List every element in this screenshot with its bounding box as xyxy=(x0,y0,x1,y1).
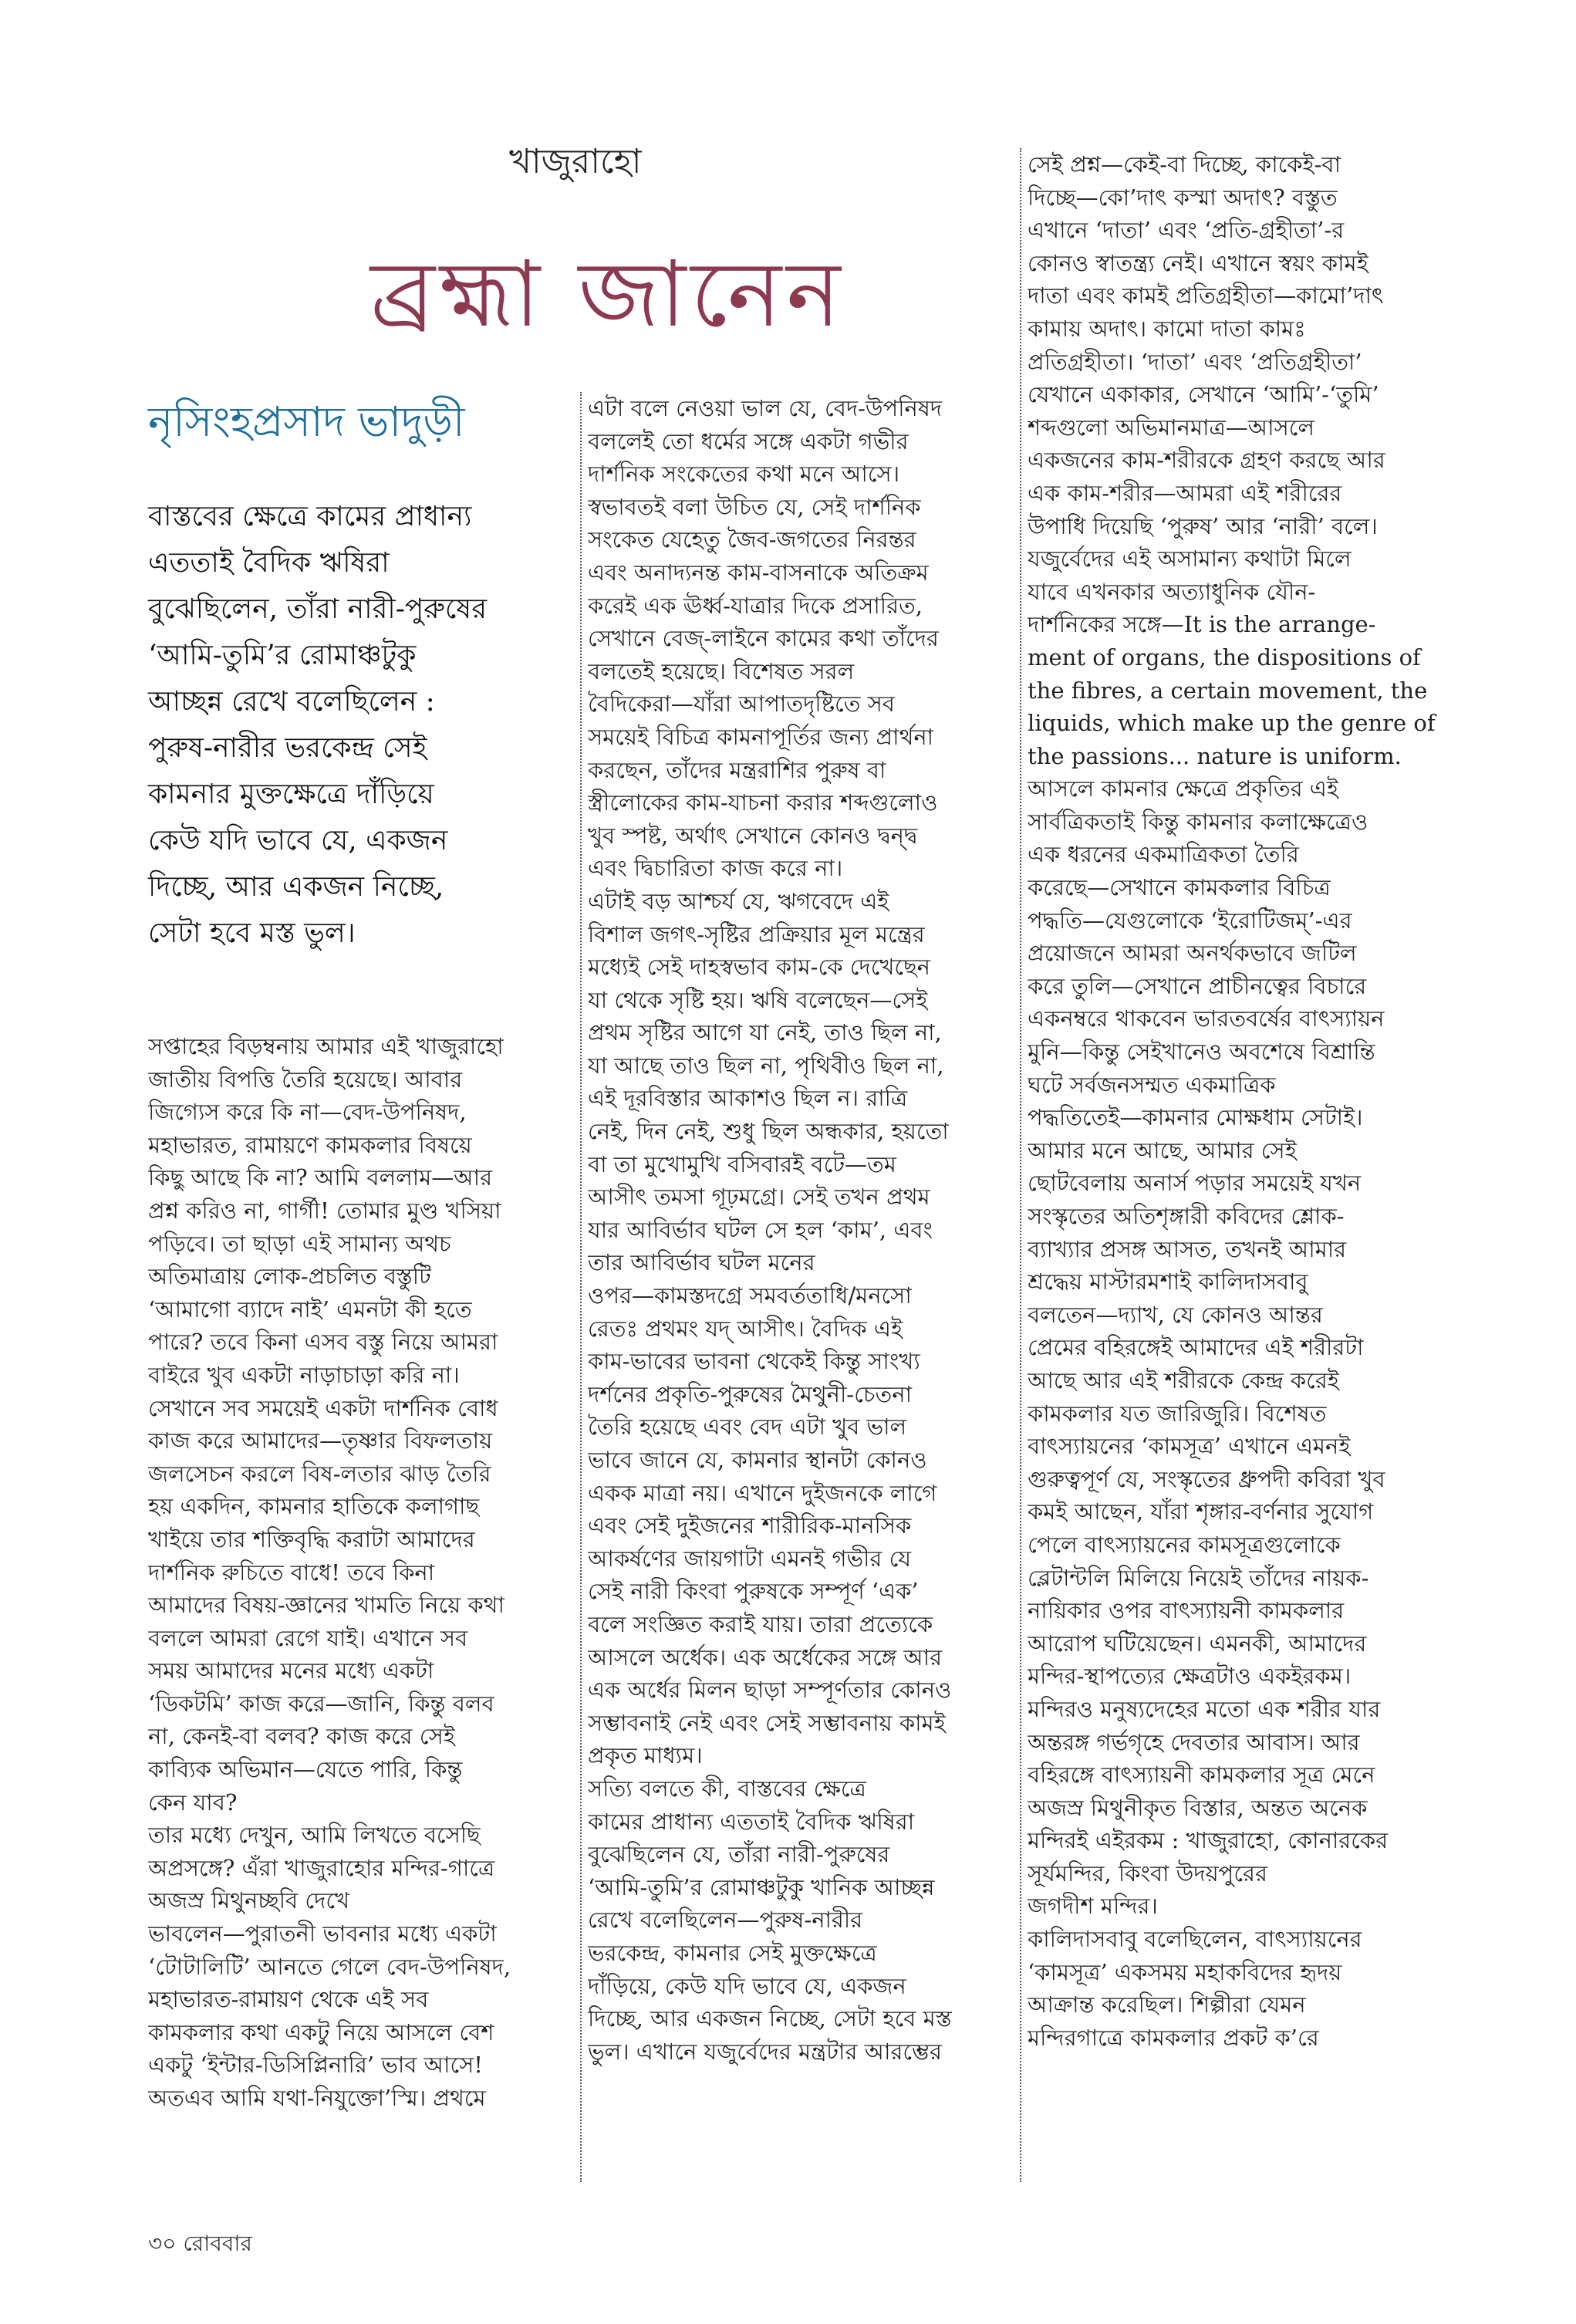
body-column-2: এটা বলে নেওয়া ভাল যে, বেদ-উপনিষদ বললেই তো ধর্মের সঙ্গে একটা গভীর দার্শনিক সংকেতের কথা মনে আসে। স্বভাবতই বলা উচিত যে, সেই দার্শনিক সংকেত যেহেতু জৈব-জগতের নিরন্তর এবং অনাদ্যনন্ত কাম-বাসনাকে অতিক্রম করেই এক ঊর্ধ্ব-যাত্রার দিকে প্রসারিত, সেখানে বেজ্-লাইনে কামের কথা তাঁদের বলতেই হয়েছে। বিশেষত সরল বৈদিকেরা—যাঁরা আপাতদৃষ্টিতে সব সময়েই বিচিত্র কামনাপূর্তির জন্য প্রার্থনা করছেন, তাঁদের মন্ত্ররাশির পুরুষ বা স্ত্রীলোকের কাম-যাচনা করার শব্দগুলোও খুব স্পষ্ট, অর্থাৎ সেখানে কোনও দ্বন্দ্ব এবং দ্বিচারিতা কাজ করে না। এটাই বড় আশ্চর্য যে, ঋগবেদে এই বিশাল জগৎ-সৃষ্টির প্রক্রিয়ার মূল মন্ত্রের মধ্যেই সেই দাহস্বভাব কাম-কে দেখেছেন যা থেকে সৃষ্টি হয়। ঋষি বলেছেন—সেই প্রথম সৃষ্টির আগে যা নেই, তাও ছিল না, যা আছে তাও ছিল না, পৃথিবীও ছিল না, এই দূরবিস্তার আকাশও ছিল ন। রাত্রি নেই, দিন নেই, শুধু ছিল অন্ধকার, হয়তো বা তা মুখোমুখি বসিবারই বটে—তম আসীৎ তমসা গূঢ়মগ্রে। সেই তখন প্রথম যার আবির্ভাব ঘটল সে হল ‘কাম’, এবং তার আবির্ভাব ঘটল মনের ওপর—কামস্তদগ্রে সমবর্ততাধি/মনসো রেতঃ প্রথমং যদ্ আসীৎ। বৈদিক এই কাম-ভাবের ভাবনা থেকেই কিন্তু সাংখ্য দর্শনের প্রকৃতি-পুরুষের মৈথুনী-চেতনা তৈরি হয়েছে এবং বেদ এটা খুব ভাল ভাবে জানে যে, কামনার স্থানটা কোনও একক মাত্রা নয়। এখানে দুইজনকে লাগে এবং সেই দুইজনের শারীরিক-মানসিক আকর্ষণের জায়গাটা এমনই গভীর যে সেই নারী কিংবা পুরুষকে সম্পূর্ণ ‘এক’ বলে সংজ্ঞিত করাই যায়। তারা প্রত্যেকে আসলে অর্ধেক। এক অর্ধেকের সঙ্গে আর এক অর্ধের মিলন ছাড়া সম্পূর্ণতার কোনও সম্ভাবনাই নেই এবং সেই সম্ভাবনায় কামই প্রকৃত মাধ্যম। সত্যি বলতে কী, বাস্তবের ক্ষেত্রে কামের প্রাধান্য এততাই বৈদিক ঋষিরা বুঝেছিলেন যে, তাঁরা নারী-পুরুষের ‘আমি-তুমি’র রোমাঞ্চটুকু খানিক আচ্ছন্ন রেখে বলেছিলেন—পুরুষ-নারীর ভরকেন্দ্র, কামনার সেই মুক্তক্ষেত্রে দাঁড়িয়ে, কেউ যদি ভাবে যে, একজন দিচ্ছে, আর একজন নিচ্ছে, সেটা হবে মস্ত ভুল। এখানে যজুর্বেদের মন্ত্রটার আরম্ভের xyxy=(588,395,952,2065)
article-title: ব্রহ্মা জানেন xyxy=(370,241,845,347)
page-number: ৩০ xyxy=(148,2231,177,2256)
publication-name: রোববার xyxy=(183,2231,252,2256)
section-kicker: খাজুরাহো xyxy=(509,142,642,181)
body-column-3: সেই প্রশ্ন—কেই-বা দিচ্ছে, কাকেই-বা দিচ্ছে—কো’দাৎ কস্মা অদাৎ? বস্তুত এখানে ‘দাতা’ এবং ‘প্রতি-গ্রহীতা’-র কোনও স্বাতন্ত্র্য নেই। এখানে স্বয়ং কামই দাতা এবং কামই প্রতিগ্রহীতা—কামো’দাৎ কামায় অদাৎ। কামো দাতা কামঃ প্রতিগ্রহীতা। ‘দাতা’ এবং ‘প্রতিগ্রহীতা’ যেখানে একাকার, সেখানে ‘আমি’-‘তুমি’ শব্দগুলো অভিমানমাত্র—আসলে একজনের কাম-শরীরকে গ্রহণ করছে আর এক কাম-শরীর—আমরা এই শরীরের উপাধি দিয়েছি ‘পুরুষ’ আর ‘নারী’ বলে। যজুর্বেদের এই অসামান্য কথাটা মিলে যাবে এখনকার অত্যাধুনিক যৌন- দার্শনিকের সঙ্গে—It is the arrange- ment of organs, the dispositions of the fibres, a certain movement, the liquids, which make up the genre of the passions... nature is uniform. আসলে কামনার ক্ষেত্রে প্রকৃতির এই সার্বত্রিকতাই কিন্তু কামনার কলাক্ষেত্রেও এক ধরনের একমাত্রিকতা তৈরি করেছে—সেখানে কামকলার বিচিত্র পদ্ধতি—যেগুলোকে ‘ইরোটিজম্’-এর প্রয়োজনে আমরা অনর্থকভাবে জটিল করে তুলি—সেখানে প্রাচীনত্বের বিচারে একনম্বরে থাকবেন ভারতবর্ষের বাৎস্যায়ন মুনি—কিন্তু সেইখানেও অবশেষে বিশ্রান্তি ঘটে সর্বজনসম্মত একমাত্রিক পদ্ধতিতেই—কামনার মোক্ষধাম সেটাই। আমার মনে আছে, আমার সেই ছোটবেলায় অনার্স পড়ার সময়েই যখন সংস্কৃতের অতিশৃঙ্গারী কবিদের শ্লোক- ব্যাখ্যার প্রসঙ্গ আসত, তখনই আমার শ্রদ্ধেয় মাস্টারমশাই কালিদাসবাবু বলতেন—দ্যাখ, যে কোনও আন্তর প্রেমের বহিরঙ্গেই আমাদের এই শরীরটা আছে আর এই শরীরকে কেন্দ্র করেই কামকলার যত জারিজুরি। বিশেষত বাৎস্যায়নের ‘কামসূত্র’ এখানে এমনই গুরুত্বপূর্ণ যে, সংস্কৃতের ধ্রুপদী কবিরা খুব কমই আছেন, যাঁরা শৃঙ্গার-বর্ণনার সুযোগ পেলে বাৎস্যায়নের কামসূত্রগুলোকে ব্লেটান্টলি মিলিয়ে নিয়েই তাঁদের নায়ক- নায়িকার ওপর বাৎস্যায়নী কামকলার আরোপ ঘটিয়েছেন। এমনকী, আমাদের মন্দির-স্থাপত্যের ক্ষেত্রটাও একইরকম। মন্দিরও মনুষ্যদেহের মতো এক শরীর যার অন্তরঙ্গ গর্ভগৃহে দেবতার আবাস। আর বহিরঙ্গে বাৎস্যায়নী কামকলার সূত্র মেনে অজস্র মিথুনীকৃত বিস্তার, অন্তত অনেক মন্দিরই এইরকম : খাজুরাহো, কোনারকের সূর্যমন্দির, কিংবা উদয়পুরের জগদীশ মন্দির। কালিদাসবাবু বলেছিলেন, বাৎস্যায়নের ‘কামসূত্র’ একসময় মহাকবিদের হৃদয় আক্রান্ত করেছিল। শিল্পীরা যেমন মন্দিরগাত্রে কামকলার প্রকট ক’রে xyxy=(1028,151,1436,2051)
column-divider-1 xyxy=(580,392,582,2182)
page-footer xyxy=(148,2227,252,2263)
body-column-1: সপ্তাহের বিড়ম্বনায় আমার এই খাজুরাহো জাতীয় বিপত্তি তৈরি হয়েছে। আবার জিগ্যেস করে কি না—বেদ-উপনিষদ, মহাভারত, রামায়ণে কামকলার বিষয়ে কিছু আছে কি না? আমি বললাম—আর প্রশ্ন করিও না, গার্গী! তোমার মুণ্ড খসিয়া পড়িবে। তা ছাড়া এই সামান্য অথচ অতিমাত্রায় লোক-প্রচলিত বস্তুটি ‘আমাগো ব্যাদে নাই’ এমনটা কী হতে পারে? তবে কিনা এসব বস্তু নিয়ে আমরা বাইরে খুব একটা নাড়াচাড়া করি না। সেখানে সব সময়েই একটা দার্শনিক বোধ কাজ করে আমাদের—তৃষ্ণার বিফলতায় জলসেচন করলে বিষ-লতার ঝাড় তৈরি হয় একদিন, কামনার হাতিকে কলাগাছ খাইয়ে তার শক্তিবৃদ্ধি করাটা আমাদের দার্শনিক রুচিতে বাধে! তবে কিনা আমাদের বিষয়-জ্ঞানের খামতি নিয়ে কথা বললে আমরা রেগে যাই। এখানে সব সময় আমাদের মনের মধ্যে একটা ‘ডিকটমি’ কাজ করে—জানি, কিন্তু বলব না, কেনই-বা বলব? কাজ করে সেই কাব্যিক অভিমান—যেতে পারি, কিন্তু কেন যাব? তার মধ্যে দেখুন, আমি লিখতে বসেছি অপ্রসঙ্গে? এঁরা খাজুরাহোর মন্দির-গাত্রে অজস্র মিথুনচ্ছবি দেখে ভাবলেন—পুরাতনী ভাবনার মধ্যে একটা ‘টোটালিটি’ আনতে গেলে বেদ-উপনিষদ, মহাভারত-রামায়ণ থেকে এই সব কামকলার কথা একটু নিয়ে আসলে বেশ একটু ‘ইন্টার-ডিসিপ্লিনারি’ ভাব আসে! অতএব আমি যথা-নিযুক্তো’স্মি। প্রথমে xyxy=(148,1033,511,2111)
author-byline: নৃসিংহপ্রসাদ ভাদুড়ী xyxy=(148,397,465,446)
column-divider-2 xyxy=(1020,148,1021,2182)
pull-quote: বাস্তবের ক্ষেত্রে কামের প্রাধান্য এততাই বৈদিক ঋষিরা বুঝেছিলেন, তাঁরা নারী-পুরুষের ‘আমি-তুমি’র রোমাঞ্চটুকু আচ্ছন্ন রেখে বলেছিলেন : পুরুষ-নারীর ভরকেন্দ্র সেই কামনার মুক্তক্ষেত্রে দাঁড়িয়ে কেউ যদি ভাবে যে, একজন দিচ্ছে, আর একজন নিচ্ছে, সেটা হবে মস্ত ভুল। xyxy=(148,501,488,949)
